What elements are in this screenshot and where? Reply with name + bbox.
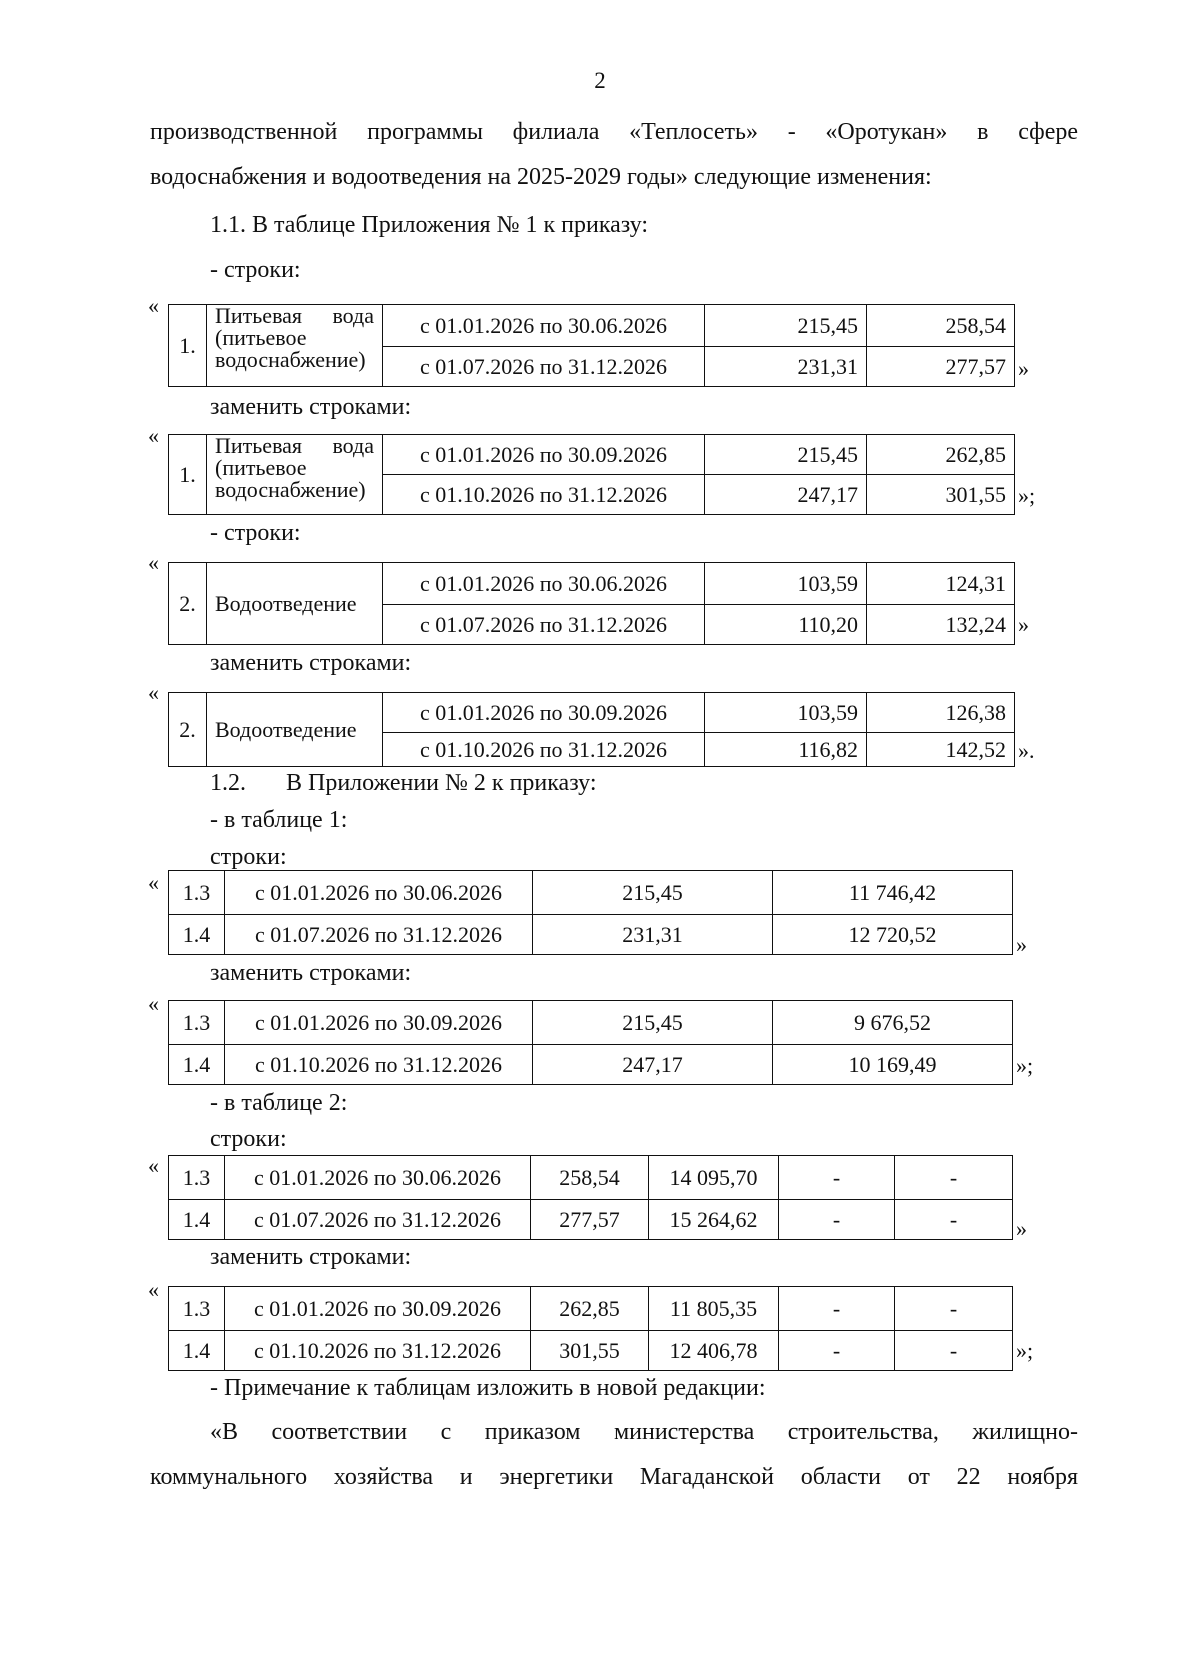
note-line-1: «В соответствии с приказом министерства строительства, жилищно- [210,1419,1078,1445]
row-number: 1.3 [169,1156,225,1200]
service-name-line-3: водоснабжение) [215,477,366,502]
value-cell: 11 746,42 [773,871,1013,915]
open-quote: « [148,991,159,1016]
period-cell: с 01.01.2026 по 30.09.2026 [225,1287,531,1331]
period-cell: с 01.10.2026 по 31.12.2026 [225,1045,533,1085]
value-cell: 9 676,52 [773,1001,1013,1045]
value-cell: 12 406,78 [649,1331,779,1371]
table-row [169,435,1015,475]
value-cell: - [779,1156,895,1200]
period-cell: с 01.07.2026 по 31.12.2026 [383,605,705,645]
row-number: 2. [169,563,207,645]
value-cell: - [895,1331,1013,1371]
table-app2-t2-old [168,1155,1013,1240]
value-cell: 215,45 [533,1001,773,1045]
row-number: 1.3 [169,1001,225,1045]
close-quote: » [1018,356,1029,381]
row-number: 1.3 [169,871,225,915]
rows-label: строки: [210,1126,287,1152]
row-number: 1. [169,305,207,387]
row-number: 1. [169,435,207,515]
value-cell: 262,85 [531,1287,649,1331]
note-label: - Примечание к таблицам изложить в новой редакции: [210,1375,766,1401]
value-cell: 132,24 [867,605,1015,645]
replace-label: заменить строками: [210,1244,412,1270]
replace-label: заменить строками: [210,650,412,676]
table-app2-t1-old [168,870,1013,955]
service-name-line-2: (питьевое [215,455,307,480]
row-number: 1.4 [169,1200,225,1240]
value-cell: 231,31 [705,347,867,387]
value-cell: 12 720,52 [773,915,1013,955]
value-cell: - [895,1287,1013,1331]
open-quote: « [148,293,159,318]
close-quote: »; [1018,483,1036,508]
row-number: 2. [169,693,207,767]
service-name: Водоотведение [207,693,383,767]
table-row [169,1001,1013,1045]
row-number: 1.4 [169,1331,225,1371]
period-cell: с 01.10.2026 по 31.12.2026 [383,475,705,515]
replace-label: заменить строками: [210,960,412,986]
close-quote: »; [1016,1053,1034,1078]
value-cell: 103,59 [705,693,867,733]
period-cell: с 01.01.2026 по 30.09.2026 [225,1001,533,1045]
value-cell: 215,45 [705,435,867,475]
value-cell: 262,85 [867,435,1015,475]
value-cell: 258,54 [867,305,1015,347]
table-row [169,1287,1013,1331]
table-app1-old-water [168,304,1015,387]
value-cell: - [895,1200,1013,1240]
value-cell: 142,52 [867,733,1015,767]
table-row [169,915,1013,955]
open-quote: « [148,1277,159,1302]
service-name-line-2: (питьевое [215,325,307,350]
period-cell: с 01.01.2026 по 30.06.2026 [383,563,705,605]
table-row [169,871,1013,915]
table-row [169,1200,1013,1240]
open-quote: « [148,680,159,705]
section-1-2-number: 1.2. [210,770,246,796]
section-1-1-heading: 1.1. В таблице Приложения № 1 к приказу: [210,212,649,238]
service-name-word-2: вода [332,304,374,328]
value-cell: 247,17 [705,475,867,515]
period-cell: с 01.01.2026 по 30.06.2026 [383,305,705,347]
value-cell: - [779,1287,895,1331]
value-cell: 215,45 [705,305,867,347]
table-row [169,1156,1013,1200]
open-quote: « [148,550,159,575]
value-cell: 15 264,62 [649,1200,779,1240]
value-cell: 126,38 [867,693,1015,733]
table-row [169,1331,1013,1371]
value-cell: 301,55 [531,1331,649,1371]
rows-label: строки: [210,844,287,870]
value-cell: 258,54 [531,1156,649,1200]
open-quote: « [148,423,159,448]
row-number: 1.4 [169,915,225,955]
service-name-cell [207,305,383,387]
row-number: 1.3 [169,1287,225,1331]
service-name-word-1: Питьевая [215,434,303,458]
table-app1-new-water [168,434,1015,515]
intro-line-1: производственной программы филиала «Теплосеть» - «Оротукан» в сфере [150,119,1078,145]
value-cell: 215,45 [533,871,773,915]
period-cell: с 01.10.2026 по 31.12.2026 [383,733,705,767]
service-name-word-1: Питьевая [215,304,303,328]
value-cell: 301,55 [867,475,1015,515]
close-quote: ». [1018,738,1035,763]
service-name-line-3: водоснабжение) [215,347,366,372]
close-quote: » [1016,932,1027,957]
table-app2-t1-new [168,1000,1013,1085]
table-2-label: - в таблице 2: [210,1090,348,1116]
close-quote: » [1018,612,1029,637]
period-cell: с 01.10.2026 по 31.12.2026 [225,1331,531,1371]
service-name: Водоотведение [207,563,383,645]
table-row [169,305,1015,347]
page-number: 2 [594,68,606,93]
value-cell: 124,31 [867,563,1015,605]
period-cell: с 01.01.2026 по 30.06.2026 [225,871,533,915]
rows-label: - строки: [210,520,301,546]
intro-line-2: водоснабжения и водоотведения на 2025-2029 годы» следующие изменения: [150,164,932,190]
value-cell: 231,31 [533,915,773,955]
period-cell: с 01.07.2026 по 31.12.2026 [225,1200,531,1240]
table-app1-old-sewerage [168,562,1015,645]
period-cell: с 01.01.2026 по 30.06.2026 [225,1156,531,1200]
value-cell: - [779,1331,895,1371]
value-cell: 11 805,35 [649,1287,779,1331]
table-1-label: - в таблице 1: [210,807,348,833]
row-number: 1.4 [169,1045,225,1085]
open-quote: « [148,870,159,895]
service-name-word-2: вода [332,434,374,458]
table-app2-t2-new [168,1286,1013,1371]
close-quote: » [1016,1216,1027,1241]
rows-label: - строки: [210,257,301,283]
service-name-cell [207,435,383,515]
value-cell: 116,82 [705,733,867,767]
table-app1-new-sewerage [168,692,1015,767]
period-cell: с 01.07.2026 по 31.12.2026 [383,347,705,387]
table-row [169,693,1015,733]
note-line-2: коммунального хозяйства и энергетики Магаданской области от 22 ноября [150,1464,1078,1490]
close-quote: »; [1016,1338,1034,1363]
section-1-2-heading: В Приложении № 2 к приказу: [286,770,597,796]
value-cell: 277,57 [867,347,1015,387]
value-cell: - [779,1200,895,1240]
value-cell: 14 095,70 [649,1156,779,1200]
period-cell: с 01.01.2026 по 30.09.2026 [383,435,705,475]
value-cell: 247,17 [533,1045,773,1085]
value-cell: 110,20 [705,605,867,645]
value-cell: 277,57 [531,1200,649,1240]
replace-label: заменить строками: [210,394,412,420]
open-quote: « [148,1153,159,1178]
period-cell: с 01.01.2026 по 30.09.2026 [383,693,705,733]
period-cell: с 01.07.2026 по 31.12.2026 [225,915,533,955]
table-row [169,1045,1013,1085]
table-row [169,563,1015,605]
value-cell: 103,59 [705,563,867,605]
value-cell: - [895,1156,1013,1200]
value-cell: 10 169,49 [773,1045,1013,1085]
